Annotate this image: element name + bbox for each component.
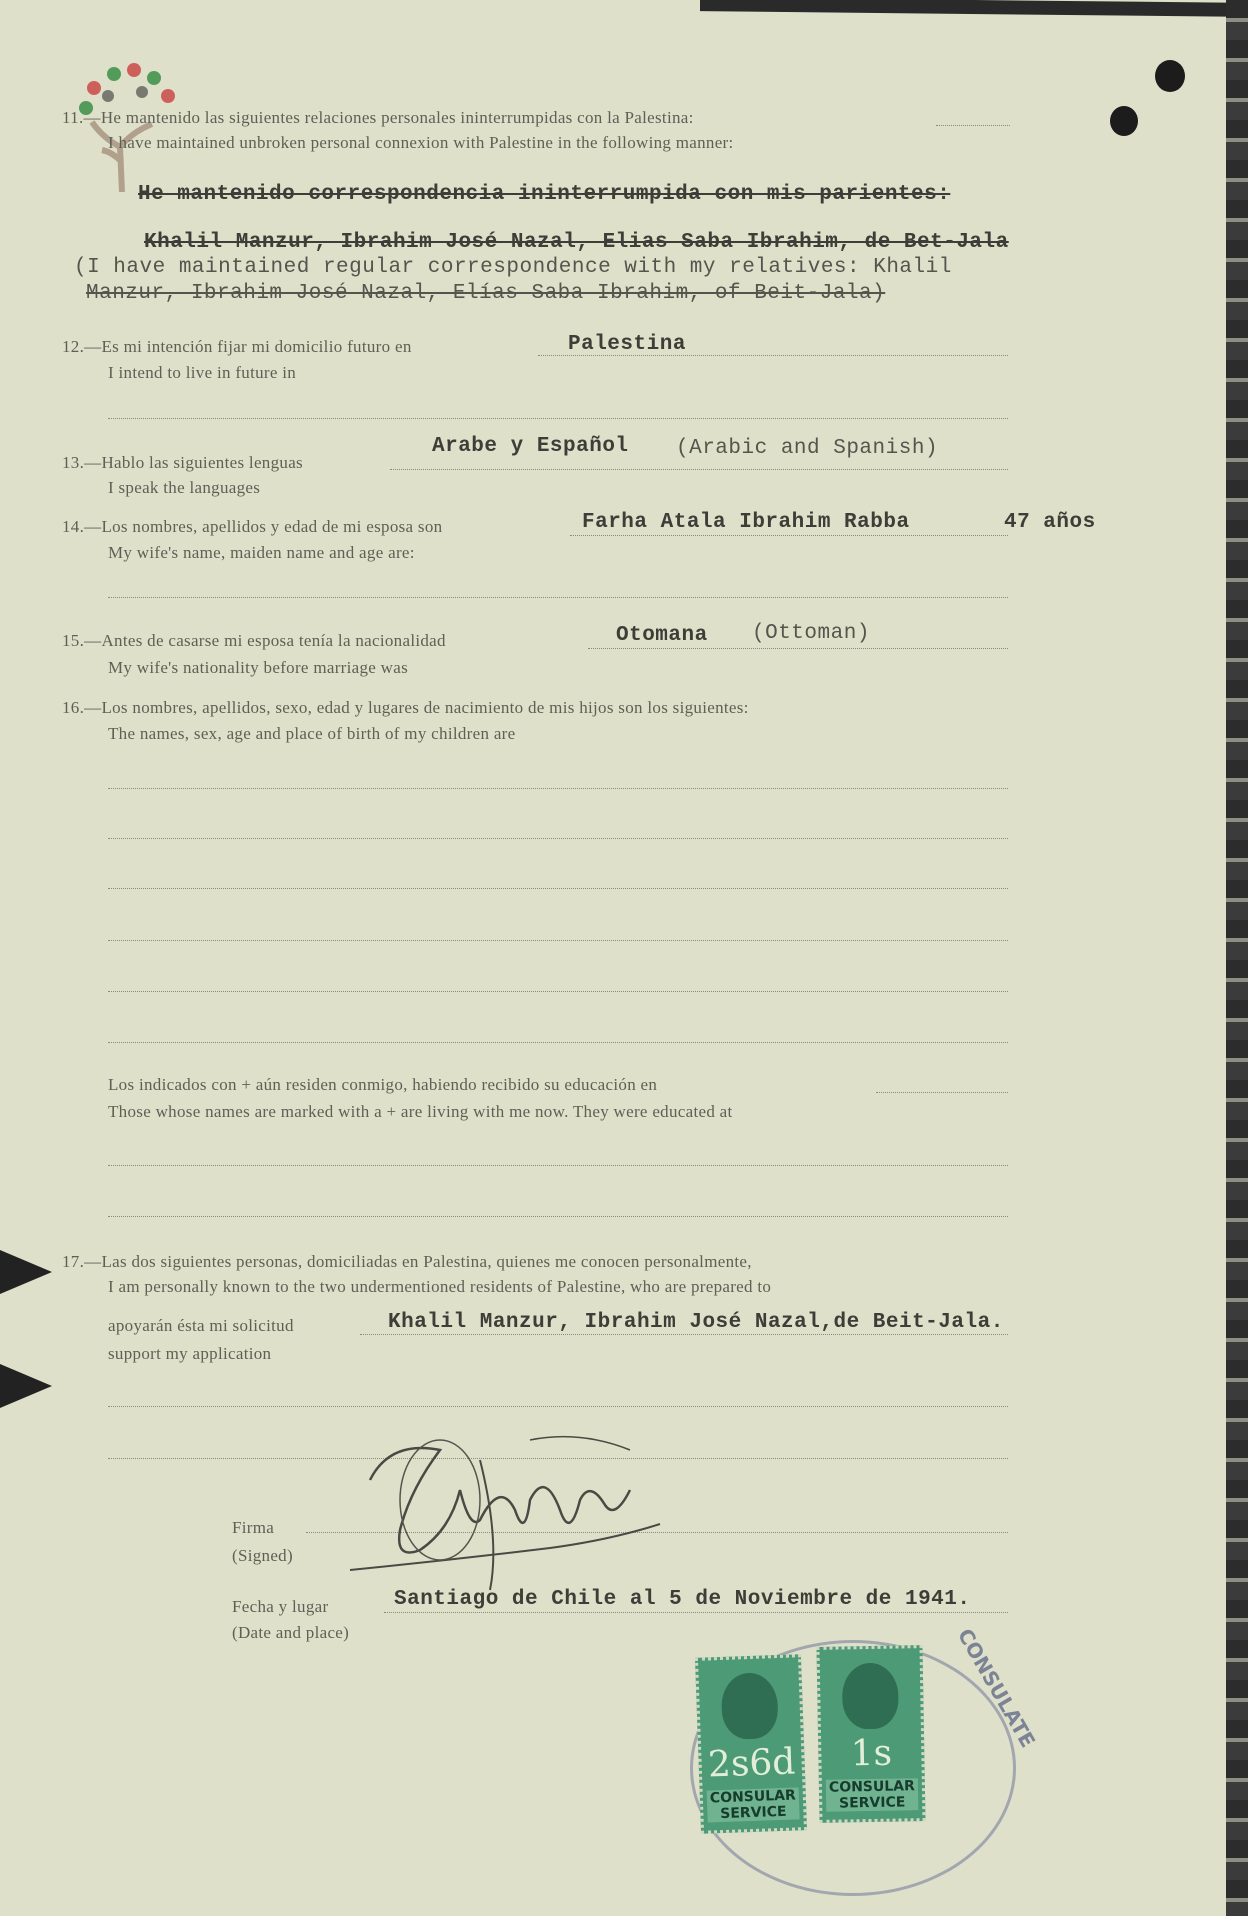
item-15-rule xyxy=(588,648,1008,649)
item-13-spanish-label: 13.—Hablo las siguientes lenguas xyxy=(62,453,303,472)
item-13-english-label: I speak the languages xyxy=(108,478,261,497)
item-12-english-label: I intend to live in future in xyxy=(108,363,297,382)
item-15-english-label: My wife's nationality before marriage was xyxy=(108,658,409,677)
item-11-rule xyxy=(936,125,1010,126)
item-16-english-label: The names, sex, age and place of birth of my children are xyxy=(108,724,516,743)
item-12-spanish-label: 12.—Es mi intención fijar mi domicilio futuro en xyxy=(62,337,412,356)
children-line-4 xyxy=(108,940,1008,941)
item-11-answer-line-1: He mantenido correspondencia ininterrumpida con mis parientes: xyxy=(138,183,951,206)
revenue-stamp-1s xyxy=(816,1645,925,1823)
item-16-education-spanish: Los indicados con + aún residen conmigo, habiendo recibido su educación en xyxy=(108,1075,658,1094)
signature-spanish-label: Firma xyxy=(232,1518,275,1537)
item-11-translation-line-1: (I have maintained regular correspondence with my relatives: Khalil xyxy=(74,256,952,279)
item-12-rule xyxy=(538,355,1008,356)
education-line-1 xyxy=(108,1165,1008,1166)
item-11-translation-line-2: Manzur, Ibrahim José Nazal, Elías Saba Ibrahim, of Beit-Jala) xyxy=(86,282,886,305)
children-line-6 xyxy=(108,1042,1008,1043)
item-11-english-label: I have maintained unbroken personal connexion with Palestine in the following manner: xyxy=(108,133,734,152)
item-17-rule xyxy=(360,1334,1008,1335)
item-14-spanish-label: 14.—Los nombres, apellidos y edad de mi esposa son xyxy=(62,517,443,536)
stamp-label: CONSULAR SERVICE xyxy=(707,1787,800,1822)
item-11-spanish-label: 11.—He mantenido las siguientes relaciones personales ininterrumpidas con la Palestina: xyxy=(62,108,694,127)
date-place-answer: Santiago de Chile al 5 de Noviembre de 1941. xyxy=(394,1588,971,1611)
item-17-support-spanish: apoyarán ésta mi solicitud xyxy=(108,1316,294,1335)
king-portrait-icon xyxy=(721,1672,779,1740)
scan-edge-top xyxy=(700,0,1248,17)
item-13-translation: (Arabic and Spanish) xyxy=(676,437,939,460)
item-14-english-label: My wife's name, maiden name and age are: xyxy=(108,543,415,562)
item-15-spanish-label: 15.—Antes de casarse mi esposa tenía la nacionalidad xyxy=(62,631,446,650)
item-14-rule xyxy=(570,535,1008,536)
date-place-english-label: (Date and place) xyxy=(232,1623,350,1642)
stamp-value: 1s xyxy=(850,1732,893,1775)
king-portrait-icon xyxy=(842,1663,899,1730)
page-notch-lower xyxy=(0,1364,52,1408)
item-11-answer-line-2: Khalil Manzur, Ibrahim José Nazal, Elias Saba Ibrahim, de Bet-Jala xyxy=(144,231,1009,254)
page-notch-upper xyxy=(0,1250,52,1294)
item-15-translation: (Ottoman) xyxy=(752,622,870,645)
stamp-value: 2s6d xyxy=(707,1741,797,1786)
item-15-answer: Otomana xyxy=(616,624,708,647)
date-place-spanish-label: Fecha y lugar xyxy=(232,1597,329,1616)
item-17-support-english: support my application xyxy=(108,1344,272,1363)
item-14-answer: Farha Atala Ibrahim Rabba xyxy=(582,511,910,534)
item-16-education-rule xyxy=(876,1092,1008,1093)
signature-english-label: (Signed) xyxy=(232,1546,293,1565)
scan-edge-right xyxy=(1226,0,1248,1916)
punch-hole-bottom xyxy=(1110,106,1138,136)
item-17-spanish-label: 17.—Las dos siguientes personas, domiciliadas en Palestina, quienes me conocen personalmente, xyxy=(62,1252,752,1271)
item-14-age: 47 años xyxy=(1004,511,1096,534)
date-place-rule xyxy=(384,1612,1008,1613)
education-line-2 xyxy=(108,1216,1008,1217)
item-16-spanish-label: 16.—Los nombres, apellidos, sexo, edad y lugares de nacimiento de mis hijos son los siguientes: xyxy=(62,698,749,717)
item-17-answer: Khalil Manzur, Ibrahim José Nazal,de Beit-Jala. xyxy=(388,1311,1004,1334)
children-line-1 xyxy=(108,788,1008,789)
consulate-stamp-text: CONSULATE xyxy=(952,1624,1041,1752)
stamp-label: CONSULAR SERVICE xyxy=(826,1778,919,1812)
punch-hole-top xyxy=(1155,60,1185,92)
item-16-education-english: Those whose names are marked with a + are living with me now. They were educated at xyxy=(108,1102,733,1121)
item-12-answer: Palestina xyxy=(568,333,686,356)
children-line-2 xyxy=(108,838,1008,839)
revenue-stamp-2s6d xyxy=(695,1654,807,1834)
handwritten-signature xyxy=(330,1420,690,1600)
item-12-rule-2 xyxy=(108,418,1008,419)
children-line-3 xyxy=(108,888,1008,889)
referee-line-1 xyxy=(108,1406,1008,1407)
item-13-rule xyxy=(390,469,1008,470)
item-17-english-label: I am personally known to the two undermentioned residents of Palestine, who are prepared to xyxy=(108,1277,772,1296)
children-line-5 xyxy=(108,991,1008,992)
item-14-rule-2 xyxy=(108,597,1008,598)
item-13-answer: Arabe y Español xyxy=(432,435,629,458)
